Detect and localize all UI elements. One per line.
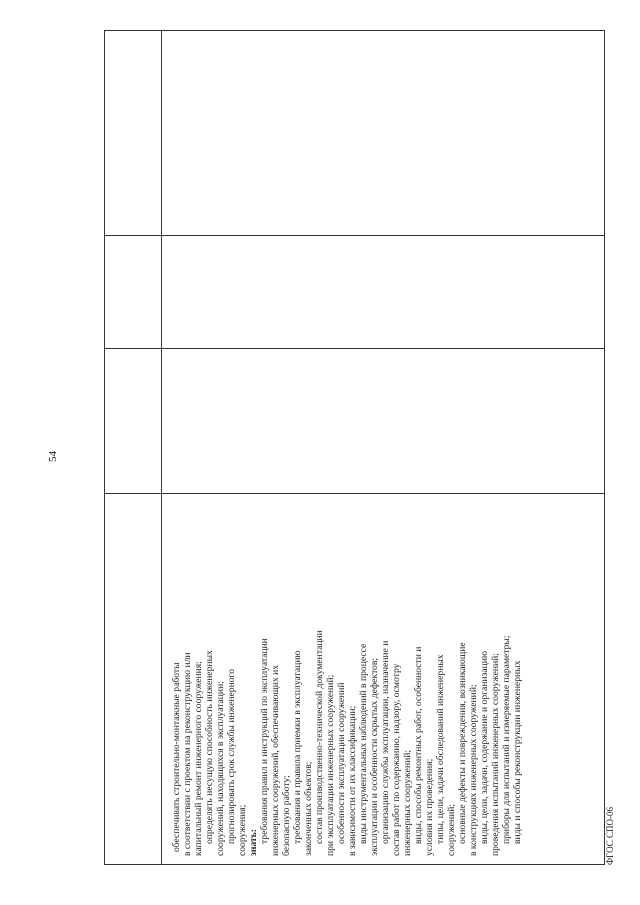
cell-text-line: при эксплуатации инженерных сооружений; [325, 674, 336, 856]
cell-text-line: виды инструментальных наблюдений в процессе [358, 643, 369, 844]
competency-text-cell [105, 494, 606, 864]
cell-text-line: требования и правила приемки в эксплуатацию [292, 650, 303, 844]
table-column-divider [105, 235, 604, 236]
cell-text-line: определять несущую способность инженерных [204, 650, 215, 844]
cell-text-line: в соответствии с проектом на реконструкцию или [182, 652, 193, 856]
cell-text-line: требования правил и инструкций по эксплуатации [259, 638, 270, 844]
footer-standard-code: ФГОС СПО-06 [605, 807, 615, 865]
cell-text-line: сооружений; [446, 803, 457, 856]
cell-text-line: типы, цели, задачи обследований инженерных [435, 654, 446, 844]
cell-text-line: виды, способы ремонтных работ, особенности и [413, 646, 424, 844]
cell-text-line: капитальный ремонт инженерного сооружения; [193, 661, 204, 856]
cell-text-line: прогнозировать срок службы инженерного [226, 669, 237, 844]
cell-text-line: безопасную работу; [281, 775, 292, 856]
cell-text-line: виды, цели, задачи, содержание и организацию [479, 650, 490, 844]
cell-text-line: знать: [248, 829, 259, 856]
cell-text-line: инженерных сооружений; [402, 749, 413, 856]
standard-table [104, 30, 605, 865]
cell-text-line: основные дефекты и повреждения, возникающие [457, 642, 468, 844]
cell-text-line: состав производственно-технической документации [314, 630, 325, 844]
cell-text-line: состав работ по содержанию, надзору, осмотру [391, 663, 402, 856]
cell-text-line: проведения испытаний инженерных сооружений; [490, 653, 501, 856]
cell-text-line: сооружений, находящихся в эксплуатации; [215, 681, 226, 856]
cell-text-line: особенности эксплуатации сооружений [336, 682, 347, 844]
table-column-divider [105, 348, 604, 349]
page-number: 54 [47, 451, 59, 462]
cell-text-line: в зависимости от их классификации; [347, 705, 358, 856]
cell-text-line: приборы для испытаний и измеряемые параметры; [501, 635, 512, 844]
cell-text-line: условия их проведения; [424, 758, 435, 856]
cell-text-line: инженерных сооружений, обеспечивающих их [270, 664, 281, 856]
cell-text-line: в конструкциях инженерных сооружений; [468, 684, 479, 856]
cell-text-line: виды и способы реконструкции инженерных [512, 660, 523, 844]
cell-text-line: эксплуатации и особенности скрытых дефектов; [369, 657, 380, 856]
cell-text-line: организацию службы эксплуатации, назначение и [380, 640, 391, 844]
cell-text-line: сооружения; [237, 804, 248, 856]
cell-text-line: законченных объектов; [303, 761, 314, 856]
cell-text-line: обеспечивать строительно-монтажные работы [171, 662, 182, 852]
